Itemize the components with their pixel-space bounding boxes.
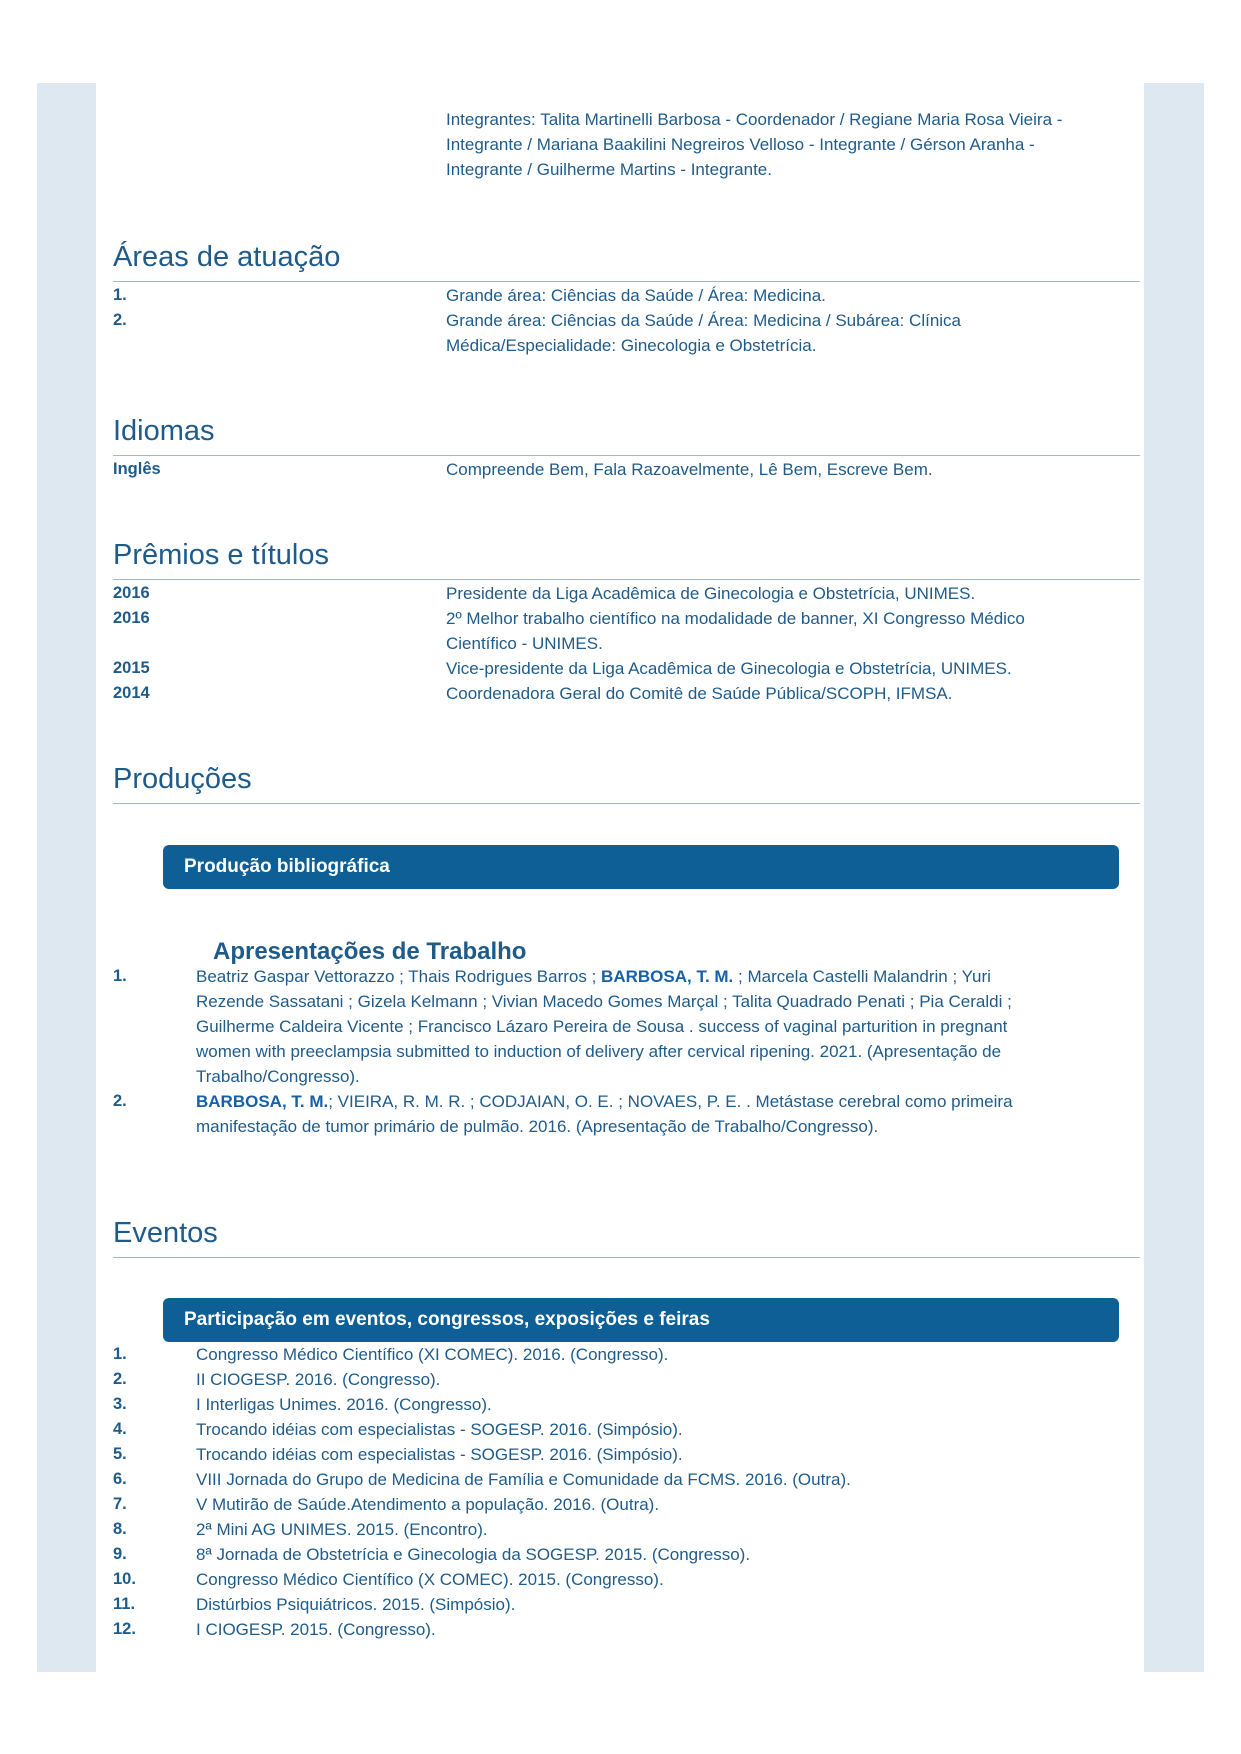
- section-divider: [113, 455, 1140, 456]
- item-text: Grande área: Ciências da Saúde / Área: Medicina.: [446, 286, 826, 305]
- subheading-apresentacoes: Apresentações de Trabalho: [213, 938, 527, 965]
- integrantes-text: [446, 107, 1062, 182]
- item-text-line: [196, 1089, 1096, 1114]
- award-text: Presidente da Liga Acadêmica de Ginecologia e Obstetrícia, UNIMES.: [446, 584, 976, 603]
- item-text-line: women with preeclampsia submitted to induction of delivery after cervical ripening. 2021. (Apresentação de: [196, 1042, 1002, 1061]
- item-text-line: Médica/Especialidade: Ginecologia e Obstetrícia.: [446, 336, 817, 355]
- award-year: 2016: [113, 584, 150, 602]
- event-text: 8ª Jornada de Obstetrícia e Ginecologia da SOGESP. 2015. (Congresso).: [196, 1545, 751, 1564]
- highlighted-author: BARBOSA, T. M.: [196, 1092, 329, 1111]
- item-number: 9.: [113, 1545, 127, 1563]
- item-number: 6.: [113, 1470, 127, 1488]
- item-text-line: Rezende Sassatani ; Gizela Kelmann ; Vivian Macedo Gomes Marçal ; Talita Quadrado Penati ; Pia Ceraldi ;: [196, 992, 1012, 1011]
- event-text: Congresso Médico Científico (X COMEC). 2015. (Congresso).: [196, 1570, 664, 1589]
- section-title-idiomas: Idiomas: [113, 415, 215, 447]
- section-title-producoes: Produções: [113, 763, 252, 795]
- section-title-eventos: Eventos: [113, 1217, 218, 1249]
- event-text: Trocando idéias com especialistas - SOGESP. 2016. (Simpósio).: [196, 1445, 683, 1464]
- authors-text: ; Marcela Castelli Malandrin ; Yuri: [733, 967, 991, 986]
- item-number: 2.: [113, 1092, 127, 1110]
- item-text: [196, 964, 1096, 1089]
- award-text: Vice-presidente da Liga Acadêmica de Ginecologia e Obstetrícia, UNIMES.: [446, 659, 1012, 678]
- item-text: [196, 1089, 1096, 1139]
- item-number: 1.: [113, 286, 127, 304]
- event-text: II CIOGESP. 2016. (Congresso).: [196, 1370, 441, 1389]
- item-number: 10.: [113, 1570, 136, 1588]
- award-year: 2015: [113, 659, 150, 677]
- subsection-bar-producao-bibliografica: Produção bibliográfica: [163, 845, 1119, 889]
- item-number: 2.: [113, 1370, 127, 1388]
- item-number: 12.: [113, 1620, 136, 1638]
- item-number: 11.: [113, 1595, 136, 1613]
- section-divider: [113, 579, 1140, 580]
- event-text: I CIOGESP. 2015. (Congresso).: [196, 1620, 436, 1639]
- award-year: 2014: [113, 684, 150, 702]
- event-text: Congresso Médico Científico (XI COMEC). 2016. (Congresso).: [196, 1345, 669, 1364]
- item-number: 4.: [113, 1420, 127, 1438]
- event-text: V Mutirão de Saúde.Atendimento a população. 2016. (Outra).: [196, 1495, 660, 1514]
- language-proficiency: Compreende Bem, Fala Razoavelmente, Lê Bem, Escreve Bem.: [446, 460, 933, 479]
- section-divider: [113, 1257, 1140, 1258]
- event-text: Trocando idéias com especialistas - SOGESP. 2016. (Simpósio).: [196, 1420, 683, 1439]
- item-number: 2.: [113, 311, 127, 329]
- event-text: I Interligas Unimes. 2016. (Congresso).: [196, 1395, 492, 1414]
- item-number: 7.: [113, 1495, 127, 1513]
- item-number: 1.: [113, 1345, 127, 1363]
- integrantes-line: Integrante / Mariana Baakilini Negreiros Velloso - Integrante / Gérson Aranha -: [446, 135, 1035, 154]
- section-title-premios: Prêmios e títulos: [113, 539, 329, 571]
- item-text-line: Trabalho/Congresso).: [196, 1067, 360, 1086]
- item-number: 1.: [113, 967, 127, 985]
- award-text-line: Científico - UNIMES.: [446, 634, 603, 653]
- section-divider: [113, 803, 1140, 804]
- item-number: 3.: [113, 1395, 127, 1413]
- item-text: [446, 308, 961, 358]
- integrantes-line: Integrante / Guilherme Martins - Integrante.: [446, 160, 772, 179]
- integrantes-line: Integrantes: Talita Martinelli Barbosa - Coordenador / Regiane Maria Rosa Vieira -: [446, 110, 1063, 129]
- item-text-line: Guilherme Caldeira Vicente ; Francisco Lázaro Pereira de Sousa . success of vaginal parturition in pregnant: [196, 1017, 1008, 1036]
- authors-text: Beatriz Gaspar Vettorazzo ; Thais Rodrigues Barros ;: [196, 967, 602, 986]
- item-text-line: Grande área: Ciências da Saúde / Área: Medicina / Subárea: Clínica: [446, 311, 962, 330]
- item-text-line: manifestação de tumor primário de pulmão. 2016. (Apresentação de Trabalho/Congresso).: [196, 1117, 879, 1136]
- section-title-areas: Áreas de atuação: [113, 241, 341, 273]
- item-text-line: [196, 964, 1096, 989]
- award-text: [446, 606, 1025, 656]
- event-text: 2ª Mini AG UNIMES. 2015. (Encontro).: [196, 1520, 488, 1539]
- award-year: 2016: [113, 609, 150, 627]
- item-number: 8.: [113, 1520, 127, 1538]
- event-text: VIII Jornada do Grupo de Medicina de Família e Comunidade da FCMS. 2016. (Outra).: [196, 1470, 851, 1489]
- item-number: 5.: [113, 1445, 127, 1463]
- section-divider: [113, 281, 1140, 282]
- event-text: Distúrbios Psiquiátricos. 2015. (Simpósio).: [196, 1595, 516, 1614]
- language-label: Inglês: [113, 460, 161, 478]
- subsection-bar-eventos: Participação em eventos, congressos, exposições e feiras: [163, 1298, 1119, 1342]
- award-text: Coordenadora Geral do Comitê de Saúde Pública/SCOPH, IFMSA.: [446, 684, 953, 703]
- authors-text: ; VIEIRA, R. M. R. ; CODJAIAN, O. E. ; NOVAES, P. E. . Metástase cerebral como primeira: [328, 1092, 1013, 1111]
- award-text-line: 2º Melhor trabalho científico na modalidade de banner, XI Congresso Médico: [446, 609, 1025, 628]
- highlighted-author: BARBOSA, T. M.: [601, 967, 734, 986]
